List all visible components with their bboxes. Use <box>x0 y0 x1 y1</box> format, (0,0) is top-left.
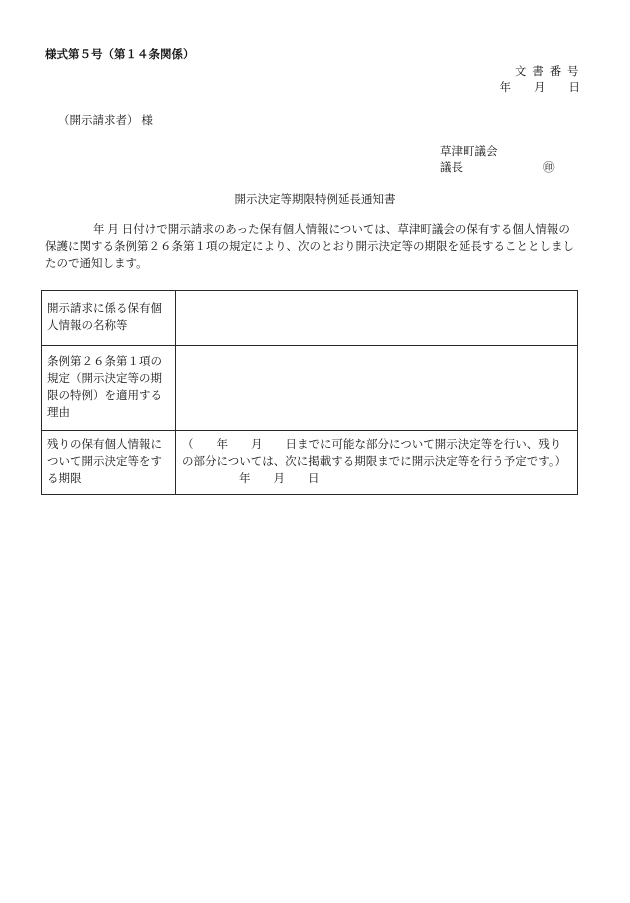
document-number-label: 文 書 番 号 <box>514 66 580 78</box>
table-label: 残りの保有個人情報について開示決定等をする期限 <box>47 439 162 485</box>
table-row <box>42 431 578 495</box>
table-value <box>176 437 577 488</box>
table-value-cell <box>176 291 578 346</box>
form-number: 様式第５号（第１４条関係） <box>45 49 195 61</box>
table-label: 条例第２６条第１項の規定（開示決定等の期限の特例）を適用する理由 <box>47 356 162 419</box>
body-paragraph: 年 月 日付けで開示請求のあった保有個人情報については、草津町議会の保有する個人情報の保護に関する条例第２６条第１項の規定により、次のとおり開示決定等の期限を延長することとしましたので通知します。 <box>45 224 574 270</box>
table-row <box>42 291 578 346</box>
table-row <box>42 346 578 431</box>
table-label-cell <box>42 431 176 495</box>
table-label-cell <box>42 291 176 346</box>
table-label-cell <box>42 346 176 431</box>
table-value-cell <box>176 346 578 431</box>
table-label: 開示請求に係る保有個人情報の名称等 <box>47 303 162 332</box>
sender-title: 議長 <box>440 162 463 174</box>
addressee: （開示請求者） 様 <box>58 115 153 127</box>
deadline-note-line: （ 年 月 日までに可能な部分について開示決定等を行い、残り <box>182 439 562 451</box>
document-title: 開示決定等期限特例延長通知書 <box>234 194 396 206</box>
notice-table <box>41 290 578 495</box>
table-value-cell <box>176 431 578 495</box>
issue-date-label: 年 月 日 <box>499 82 580 94</box>
seal-mark: ㊞ <box>543 162 555 174</box>
sender-organization: 草津町議会 <box>440 146 498 158</box>
deadline-note-line: の部分については、次に掲載する期限までに開示決定等を行う予定です。） <box>182 456 567 468</box>
deadline-date: 年 月 日 <box>239 473 320 485</box>
